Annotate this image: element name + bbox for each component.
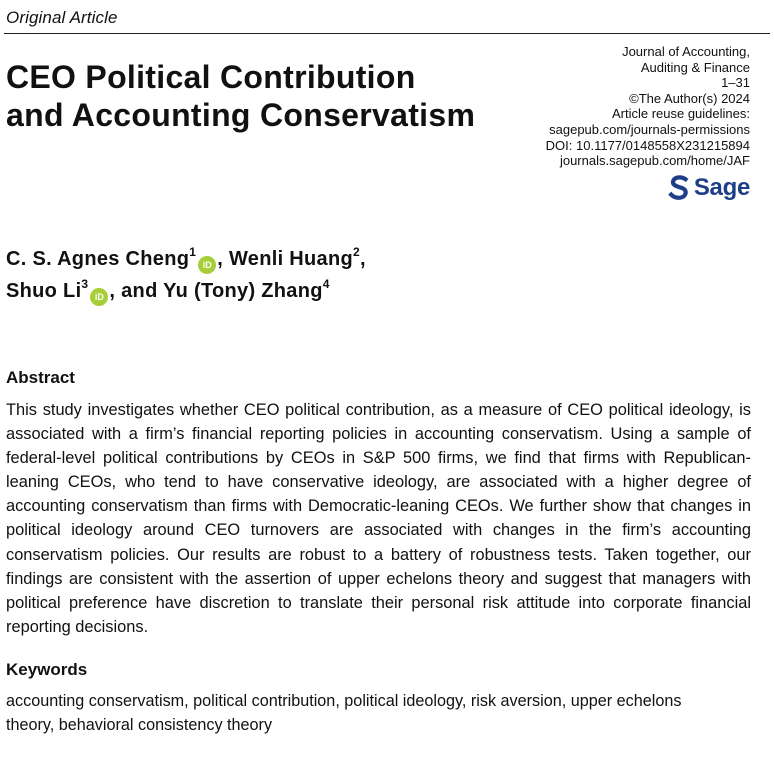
author-conjunction: and [121, 280, 158, 302]
author-separator: , [360, 248, 366, 270]
author-list [6, 243, 706, 307]
sage-wordmark: Sage [693, 174, 750, 201]
page-range: 1–31 [721, 75, 750, 91]
author-li[interactable] [6, 277, 109, 302]
title-line-1: CEO Political Contribution [6, 59, 416, 95]
orcid-icon[interactable]: iD [198, 256, 216, 274]
author-zhang[interactable] [163, 277, 330, 302]
author-name: Shuo Li [6, 280, 82, 302]
author-separator: , [109, 280, 116, 302]
copyright-notice: ©The Author(s) 2024 [629, 90, 750, 106]
sage-s-mark-icon [668, 175, 690, 201]
author-separator: , [217, 248, 224, 270]
author-cheng[interactable] [6, 245, 217, 270]
journal-metadata [490, 44, 750, 169]
reuse-guidelines-link[interactable]: sagepub.com/journals-permissions [549, 121, 750, 137]
article-title [6, 58, 566, 134]
journal-name-line-2: Auditing & Finance [640, 59, 750, 75]
header-divider [4, 33, 770, 34]
author-huang[interactable] [228, 245, 360, 270]
affiliation-marker: 3 [81, 277, 89, 292]
affiliation-marker: 1 [189, 245, 197, 260]
author-name: Wenli Huang [228, 248, 354, 270]
journal-homepage-link[interactable]: journals.sagepub.com/home/JAF [559, 153, 750, 169]
keywords-text: accounting conservatism, political contribution, political ideology, risk aversion, upper echelons theory, behavioral consistency theory [6, 692, 682, 734]
journal-name-line-1: Journal of Accounting, [622, 44, 750, 59]
abstract-text: This study investigates whether CEO political contribution, as a measure of CEO political ideology, is associated with a firm’s financial reporting policies in accounting conservatism. Using a sample of federal-level political contributions by CEOs in S&P 500 firms, we find that firms with Republican-leaning CEOs, who tend to have conservative ideology, are associated with a higher degree of accounting conservatism than firms with Democratic-leaning CEOs. We further show that changes in political ideology around CEO turnovers are associated with changes in the firm’s accounting conservatism policies. Our results are robust to a battery of robustness tests. Taken together, our findings are consistent with the assertion of upper echelons theory and suggest that managers with political preference have discretion to translate their personal risk attitude into corporate financial reporting decisions. [6, 401, 751, 636]
author-name: C. S. Agnes Cheng [6, 248, 190, 270]
reuse-guidelines-label: Article reuse guidelines: [611, 106, 750, 122]
author-name: Yu (Tony) Zhang [163, 280, 323, 302]
title-line-2: and Accounting Conservatism [6, 97, 476, 133]
affiliation-marker: 2 [353, 245, 360, 260]
doi-link[interactable]: DOI: 10.1177/0148558X231215894 [545, 137, 750, 153]
affiliation-marker: 4 [322, 277, 330, 292]
keywords-heading: Keywords [6, 660, 88, 679]
orcid-icon[interactable]: iD [90, 288, 108, 306]
sage-publisher-logo [668, 175, 750, 201]
article-type-label: Original Article [6, 8, 118, 27]
abstract-heading: Abstract [6, 368, 75, 387]
